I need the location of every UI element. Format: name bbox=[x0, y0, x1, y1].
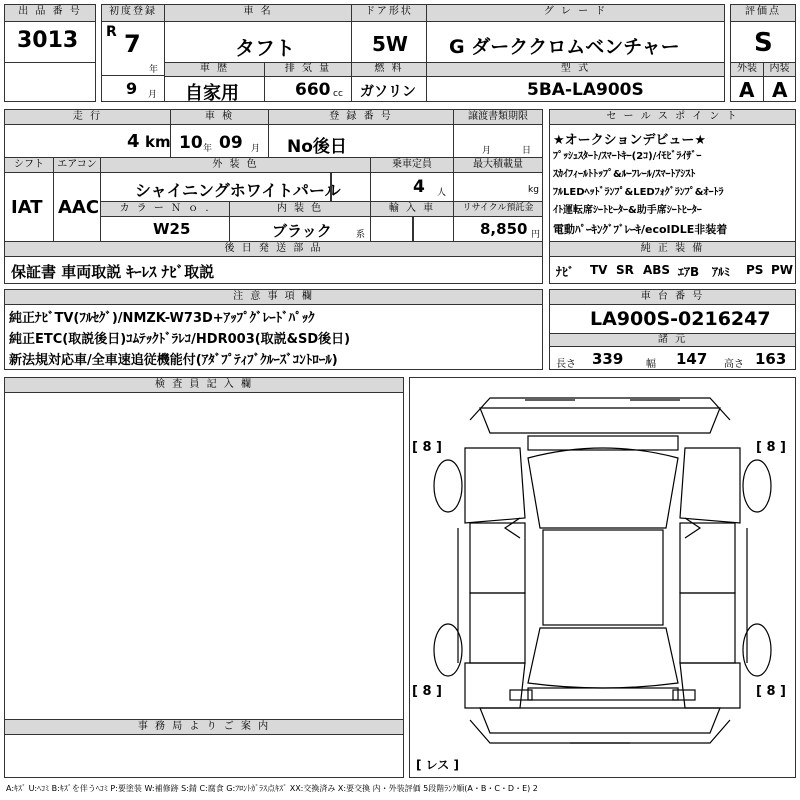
reg-month-cell bbox=[101, 75, 165, 102]
right-rear-door bbox=[680, 593, 735, 663]
rear-window bbox=[528, 628, 678, 688]
note-line: 純正ETC(取説後日)ｺﾑﾃｯｸﾄﾞﾗﾚｺ/HDR003(取説&SD後日) bbox=[9, 332, 351, 347]
insp-month-unit: 月 bbox=[251, 144, 261, 154]
shift: IAT bbox=[11, 197, 43, 218]
load-unit: kg bbox=[528, 185, 539, 195]
ac: AAC bbox=[58, 197, 100, 218]
reg-month: 9 bbox=[126, 79, 138, 98]
model-label: 型 式 bbox=[426, 62, 725, 77]
era-letter: R bbox=[106, 24, 117, 40]
ac-label: エアコン bbox=[53, 157, 101, 173]
left-front-fender bbox=[465, 448, 525, 523]
mileage: 4 bbox=[127, 131, 140, 152]
plate-label: 登 録 番 号 bbox=[268, 109, 454, 125]
sales-line: ﾌﾙLEDﾍｯﾄﾞﾗﾝﾌﾟ&LEDﾌｫｸﾞﾗﾝﾌﾟ&ｵｰﾄﾗ bbox=[553, 187, 724, 198]
sales-line: ｽｶｲﾌｨｰﾙﾄﾄｯﾌﾟ&ﾙｰﾌﾚｰﾙ/ｽﾏｰﾄｱｼｽﾄ bbox=[553, 169, 696, 180]
sales-label: セ ー ル ス ポ イ ン ト bbox=[549, 109, 796, 125]
door-label: ドア形状 bbox=[351, 4, 427, 22]
mileage-unit: km bbox=[145, 133, 171, 151]
office-area bbox=[4, 734, 404, 778]
wheel-fl bbox=[434, 460, 462, 512]
insp-year-unit: 年 bbox=[203, 144, 213, 154]
car-diagram bbox=[410, 378, 795, 777]
color-no-label: カ ラ ー Ｎ ｏ . bbox=[100, 201, 230, 217]
score-cell bbox=[730, 21, 796, 63]
specs-label: 諸 元 bbox=[549, 333, 796, 347]
transfer-cell bbox=[453, 124, 543, 158]
door-cell bbox=[351, 21, 427, 63]
displacement: 660 bbox=[295, 80, 331, 100]
equipment-item: TV bbox=[590, 263, 608, 277]
lot-label: 出 品 番 号 bbox=[4, 4, 96, 22]
transfer-label: 譲渡書類期限 bbox=[453, 109, 543, 125]
spare-tire-label: [ レス ] bbox=[416, 758, 459, 772]
recycle: 8,850 bbox=[480, 220, 528, 238]
right-rear-fender bbox=[680, 663, 740, 708]
capacity-cell bbox=[370, 172, 454, 202]
load-label: 最大積載量 bbox=[453, 157, 543, 173]
inspection-label: 車 検 bbox=[170, 109, 269, 125]
tire-rr-label: [ 8 ] bbox=[756, 684, 786, 699]
load-cell bbox=[453, 172, 543, 202]
insp-year: 10 bbox=[179, 133, 203, 153]
interior-grade: A bbox=[772, 78, 788, 102]
equipment-item: ｴｱB bbox=[678, 265, 700, 279]
wheel-fr bbox=[743, 460, 771, 512]
capacity-unit: 人 bbox=[437, 188, 447, 198]
equipment-item: PW bbox=[771, 263, 794, 277]
displacement-label: 排 気 量 bbox=[264, 62, 352, 77]
windshield bbox=[528, 448, 678, 528]
color-no-cell bbox=[100, 216, 230, 242]
recycle-cell bbox=[453, 216, 543, 242]
rear-bumper-outline bbox=[480, 708, 720, 733]
equipment-item: PS bbox=[746, 263, 764, 277]
grade-label: グ レ ー ド bbox=[426, 4, 725, 22]
history-cell bbox=[164, 76, 265, 102]
name-label: 車 名 bbox=[164, 4, 352, 22]
plate: No後日 bbox=[287, 137, 347, 157]
sales-line: 電動ﾊﾟｰｷﾝｸﾞﾌﾞﾚｰｷ/ecoIDLE非装着 bbox=[553, 223, 728, 236]
items-cell bbox=[4, 256, 543, 284]
note-line: 新法規対応車/全車速追従機能付(ｱﾀﾞﾌﾟﾃｨﾌﾞｸﾙｰｽﾞｺﾝﾄﾛｰﾙ) bbox=[9, 353, 338, 368]
displacement-unit: cc bbox=[333, 89, 343, 99]
transfer-month: 月 bbox=[482, 146, 492, 156]
tire-fr-label: [ 8 ] bbox=[756, 440, 786, 455]
door-type: 5W bbox=[372, 32, 408, 56]
import-label: 輸 入 車 bbox=[370, 201, 454, 217]
front-bumper-outline bbox=[480, 408, 720, 433]
height: 163 bbox=[755, 350, 787, 368]
mileage-label: 走 行 bbox=[4, 109, 171, 125]
legend: A:ｷｽﾞ U:ﾍｺﾐ B:ｷｽﾞを伴うﾍｺﾐ P:要塗装 W:補修跡 S:錆 C:腐食 G:ﾌﾛﾝﾄｶﾞﾗｽ点ｷｽﾞ XX:交換済み X:要交換 内・外装評価 5段階ﾗﾝｸ順(A・B・C・D・E) 2 bbox=[6, 784, 538, 793]
displacement-cell bbox=[264, 76, 352, 102]
sales-line: ﾌﾟｯｼｭｽﾀｰﾄ/ｽﾏｰﾄｷｰ(2ｺ)/ｲﾓﾋﾞﾗｲｻﾞｰ bbox=[553, 151, 702, 162]
interior-color-unit: 系 bbox=[356, 230, 366, 240]
rear-outer-line bbox=[470, 720, 730, 743]
name-cell bbox=[164, 21, 352, 63]
interior-cell bbox=[763, 76, 796, 102]
sales-line: ｲﾄ運転席ｼｰﾄﾋｰﾀｰ&助手席ｼｰﾄﾋｰﾀｰ bbox=[553, 205, 702, 216]
capacity: 4 bbox=[413, 177, 425, 197]
height-label: 高さ bbox=[724, 359, 744, 370]
model: 5BA-LA900S bbox=[527, 80, 644, 100]
recycle-unit: 円 bbox=[531, 230, 541, 240]
length-label: 長さ bbox=[556, 359, 576, 370]
chassis-cell bbox=[549, 304, 796, 334]
left-mirror bbox=[505, 518, 520, 538]
first-reg-label: 初度登録 bbox=[101, 4, 165, 22]
inspection-cell bbox=[170, 124, 269, 158]
equipment-item: ｱﾙﾐ bbox=[712, 265, 731, 279]
history-label: 車 歴 bbox=[164, 62, 265, 77]
width: 147 bbox=[676, 350, 708, 368]
grade: G ダーククロムベンチャー bbox=[449, 36, 680, 58]
right-front-fender bbox=[680, 448, 740, 523]
fuel: ガソリン bbox=[360, 84, 416, 100]
chassis-label: 車 台 番 号 bbox=[549, 289, 796, 305]
interior-color-label: 内 装 色 bbox=[229, 201, 371, 217]
notes-cell bbox=[4, 304, 543, 370]
mileage-cell bbox=[4, 124, 171, 158]
plate-cell bbox=[268, 124, 454, 158]
score-label: 評価点 bbox=[730, 4, 796, 22]
note-line: 純正ﾅﾋﾞTV(ﾌﾙｾｸﾞ)/NMZK-W73D+ｱｯﾌﾟｸﾞﾚｰﾄﾞﾊﾟｯｸ bbox=[9, 311, 315, 326]
width-label: 幅 bbox=[646, 359, 656, 370]
tire-rl-label: [ 8 ] bbox=[412, 684, 442, 699]
specs-cell bbox=[549, 346, 796, 370]
reg-year-unit: 年 bbox=[149, 65, 159, 75]
rear-hatch bbox=[528, 688, 678, 700]
recycle-label: リサイクル預託金 bbox=[453, 201, 543, 217]
grade-cell bbox=[426, 21, 725, 63]
chassis-number: LA900S-0216247 bbox=[590, 308, 771, 330]
equipment-item: SR bbox=[616, 263, 634, 277]
lot-number: 3013 bbox=[17, 28, 79, 53]
exterior-cell bbox=[730, 76, 764, 102]
right-front-door bbox=[680, 523, 735, 593]
import-divider bbox=[412, 216, 414, 242]
shift-label: シフト bbox=[4, 157, 54, 173]
exterior-label: 外装 bbox=[730, 62, 764, 77]
items-label: 後 日 発 送 部 品 bbox=[4, 241, 543, 257]
fuel-cell bbox=[351, 76, 427, 102]
reg-month-unit: 月 bbox=[148, 90, 158, 100]
left-rear-door bbox=[470, 593, 525, 663]
equipment-label: 純 正 装 備 bbox=[549, 241, 796, 257]
equipment-cell bbox=[549, 256, 796, 284]
interior-label: 内装 bbox=[763, 62, 796, 77]
transfer-day: 日 bbox=[522, 146, 532, 156]
exterior-grade: A bbox=[739, 78, 755, 102]
inspector-label: 検 査 員 記 入 欄 bbox=[4, 377, 404, 393]
color: シャイニングホワイトパール bbox=[135, 181, 341, 200]
first-reg-cell bbox=[101, 21, 165, 76]
left-front-door bbox=[470, 523, 525, 593]
car-diagram-panel bbox=[409, 377, 796, 778]
color-label: 外 装 色 bbox=[100, 157, 371, 173]
equipment-item: ﾅﾋﾞ bbox=[556, 265, 575, 279]
right-mirror bbox=[685, 518, 700, 538]
shift-cell bbox=[4, 172, 54, 242]
color-divider bbox=[330, 172, 332, 202]
model-cell bbox=[426, 76, 725, 102]
inspector-area bbox=[4, 392, 404, 720]
ac-cell bbox=[53, 172, 101, 242]
equipment-item: ABS bbox=[643, 263, 671, 277]
fuel-label: 燃 料 bbox=[351, 62, 427, 77]
car-name: タフト bbox=[235, 36, 295, 60]
interior-color: ブラック bbox=[272, 222, 332, 240]
length: 339 bbox=[592, 350, 624, 368]
left-rear-fender bbox=[465, 663, 525, 708]
tire-fl-label: [ 8 ] bbox=[412, 440, 442, 455]
color-no: W25 bbox=[153, 220, 191, 238]
lot-blank bbox=[4, 62, 96, 102]
items: 保証書 車両取説 ｷｰﾚｽ ﾅﾋﾞ取説 bbox=[11, 263, 215, 281]
lot-cell bbox=[4, 21, 96, 63]
roof bbox=[543, 530, 663, 625]
notes-label: 注 意 事 項 欄 bbox=[4, 289, 543, 305]
front-outer-line bbox=[470, 398, 730, 420]
history: 自家用 bbox=[185, 83, 239, 104]
reg-year: 7 bbox=[124, 30, 141, 58]
capacity-label: 乗車定員 bbox=[370, 157, 454, 173]
score: S bbox=[754, 28, 773, 58]
interior-color-cell bbox=[229, 216, 371, 242]
sales-line: ★オークションデビュー★ bbox=[553, 133, 707, 148]
office-label: 事 務 局 よ り ご 案 内 bbox=[4, 719, 404, 735]
sales-cell bbox=[549, 124, 796, 242]
insp-month: 09 bbox=[219, 133, 243, 153]
